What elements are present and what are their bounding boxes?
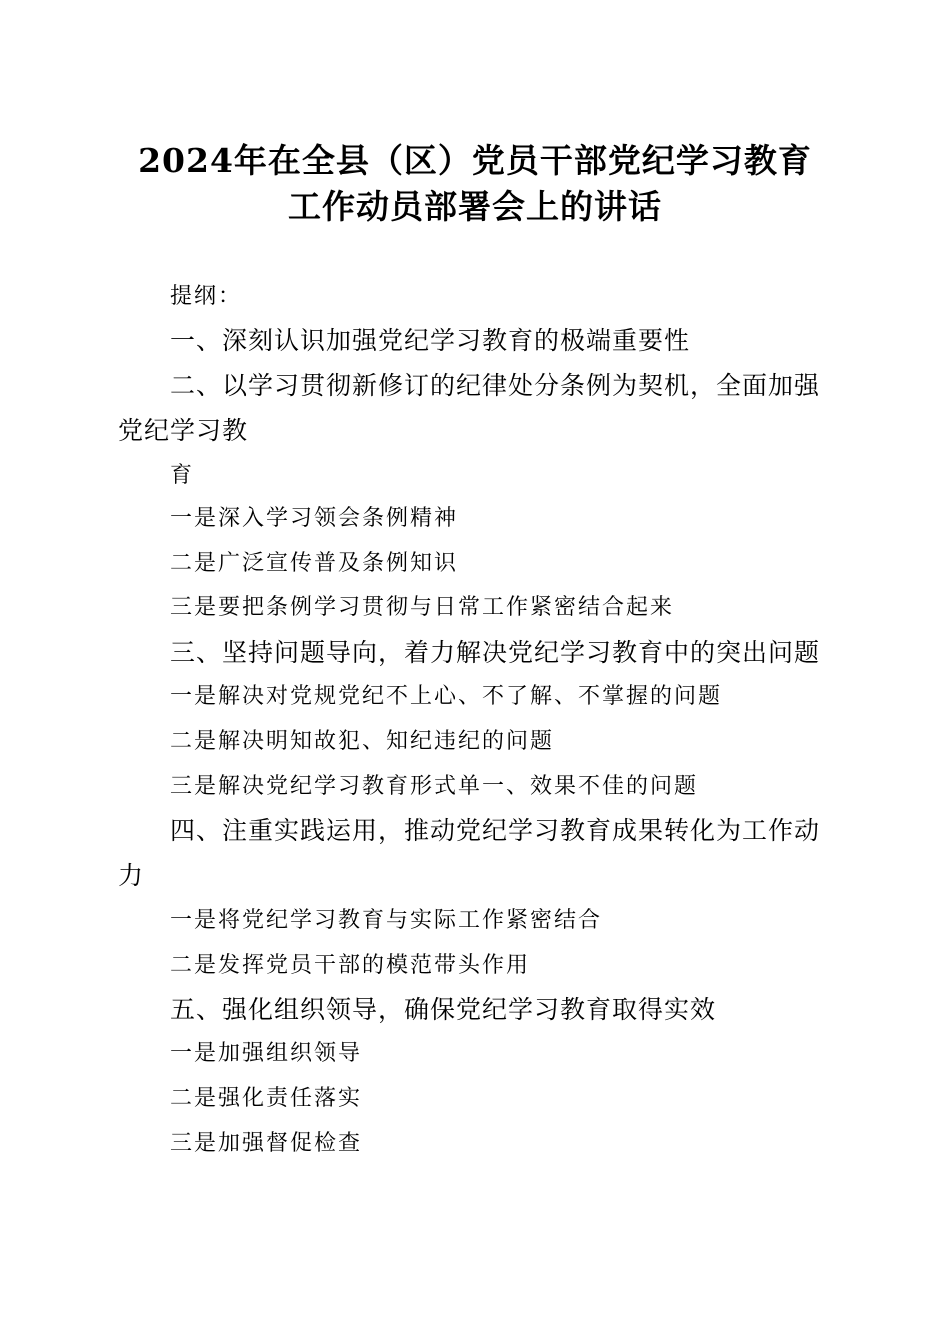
list-item: 三是解决党纪学习教育形式单一、效果不佳的问题 — [170, 774, 699, 799]
section-heading-2-line-2: 党纪学习教 — [118, 416, 249, 445]
list-item: 一是解决对党规党纪不上心、不了解、不掌握的问题 — [170, 684, 723, 709]
document-title-line-2: 工作动员部署会上的讲话 — [288, 187, 662, 226]
list-item: 二是发挥党员干部的模范带头作用 — [170, 953, 531, 978]
section-heading-2-line-1: 二、以学习贯彻新修订的纪律处分条例为契机，全面加强 — [170, 371, 821, 400]
list-item: 一是加强组织领导 — [170, 1041, 363, 1066]
section-heading-3: 三、坚持问题导向，着力解决党纪学习教育中的突出问题 — [170, 638, 821, 667]
list-item: 一是将党纪学习教育与实际工作紧密结合 — [170, 908, 603, 933]
list-item: 一是深入学习领会条例精神 — [170, 506, 459, 531]
section-heading-5: 五、强化组织领导，确保党纪学习教育取得实效 — [170, 995, 717, 1024]
list-item: 三是要把条例学习贯彻与日常工作紧密结合起来 — [170, 595, 675, 620]
section-heading-2-line-3: 育 — [170, 463, 195, 488]
outline-label: 提纲： — [170, 284, 243, 309]
list-item: 三是加强督促检查 — [170, 1131, 363, 1156]
section-heading-4-line-1: 四、注重实践运用，推动党纪学习教育成果转化为工作动 — [170, 816, 821, 845]
section-heading-4-line-2: 力 — [118, 861, 145, 890]
document-title-line-1: 2024年在全县（区）党员干部党纪学习教育 — [138, 141, 812, 180]
list-item: 二是广泛宣传普及条例知识 — [170, 551, 459, 576]
list-item: 二是强化责任落实 — [170, 1086, 363, 1111]
section-heading-1: 一、深刻认识加强党纪学习教育的极端重要性 — [170, 326, 691, 355]
list-item: 二是解决明知故犯、知纪违纪的问题 — [170, 729, 555, 754]
